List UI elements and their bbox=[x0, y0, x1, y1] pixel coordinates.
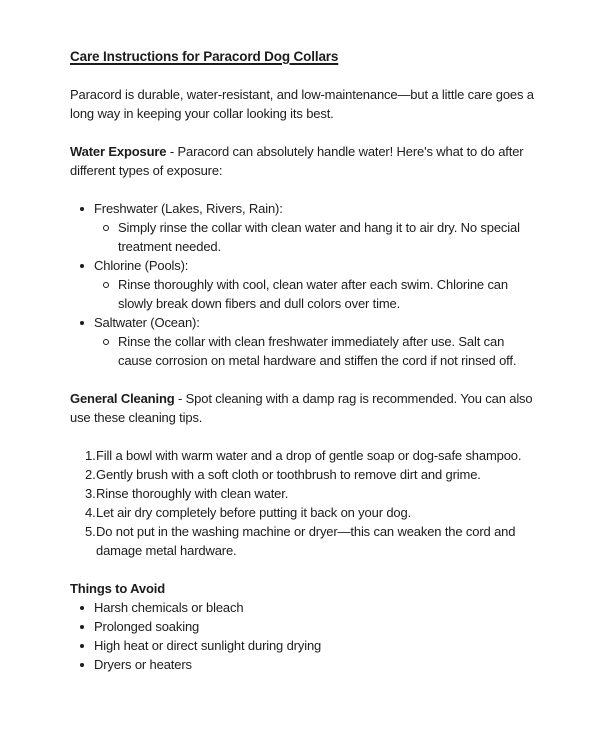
things-to-avoid-section bbox=[70, 579, 536, 674]
step-item bbox=[70, 465, 536, 484]
sub-list-item bbox=[94, 332, 536, 370]
list-item-label: Chlorine (Pools): bbox=[94, 258, 189, 273]
list-item-text: Harsh chemicals or bleach bbox=[94, 600, 244, 615]
step-item bbox=[70, 522, 536, 560]
step-number: 4. bbox=[85, 505, 96, 520]
document-title: Care Instructions for Paracord Dog Collars bbox=[70, 49, 339, 64]
things-to-avoid-list bbox=[70, 598, 536, 674]
sub-list-item bbox=[94, 275, 536, 313]
step-text: Let air dry completely before putting it back on your dog. bbox=[96, 505, 412, 520]
step-text: Do not put in the washing machine or dryer—this can weaken the cord and damage metal hardware. bbox=[96, 524, 516, 558]
cleaning-steps-list bbox=[70, 446, 536, 560]
step-item bbox=[70, 503, 536, 522]
list-item-text: Prolonged soaking bbox=[94, 619, 200, 634]
water-exposure-paragraph bbox=[70, 142, 536, 180]
general-cleaning-paragraph bbox=[70, 389, 536, 427]
sub-list-item-text: Simply rinse the collar with clean water and hang it to air dry. No special treatment needed. bbox=[118, 220, 520, 254]
list-item-text: High heat or direct sunlight during drying bbox=[94, 638, 322, 653]
step-number: 3. bbox=[85, 486, 96, 501]
water-exposure-list bbox=[70, 199, 536, 370]
step-item bbox=[70, 484, 536, 503]
list-item bbox=[70, 598, 536, 617]
list-item-label: Freshwater (Lakes, Rivers, Rain): bbox=[94, 201, 283, 216]
sub-list bbox=[94, 218, 536, 256]
list-item-label: Saltwater (Ocean): bbox=[94, 315, 200, 330]
water-exposure-label: Water Exposure bbox=[70, 144, 167, 159]
step-number: 2. bbox=[85, 467, 96, 482]
sub-list-item-text: Rinse thoroughly with cool, clean water after each swim. Chlorine can slowly break down fibers and dull colors over time. bbox=[118, 277, 508, 311]
step-text: Gently brush with a soft cloth or toothbrush to remove dirt and grime. bbox=[96, 467, 481, 482]
water-exposure-text: - Paracord can absolutely handle water! Here's what to do after different types of exposure: bbox=[70, 144, 524, 178]
list-item-text: Dryers or heaters bbox=[94, 657, 192, 672]
step-text: Fill a bowl with warm water and a drop of gentle soap or dog-safe shampoo. bbox=[96, 448, 522, 463]
step-text: Rinse thoroughly with clean water. bbox=[96, 486, 289, 501]
list-item bbox=[70, 313, 536, 370]
sub-list-item-text: Rinse the collar with clean freshwater immediately after use. Salt can cause corrosion on metal hardware and stiffen the cord if not rinsed off. bbox=[118, 334, 517, 368]
list-item bbox=[70, 256, 536, 313]
list-item bbox=[70, 199, 536, 256]
things-to-avoid-heading: Things to Avoid bbox=[70, 581, 165, 596]
list-item bbox=[70, 636, 536, 655]
list-item bbox=[70, 617, 536, 636]
step-number: 5. bbox=[85, 524, 96, 539]
sub-list bbox=[94, 332, 536, 370]
general-cleaning-label: General Cleaning bbox=[70, 391, 175, 406]
general-cleaning-text: - Spot cleaning with a damp rag is recommended. You can also use these cleaning tips. bbox=[70, 391, 533, 425]
step-number: 1. bbox=[85, 448, 96, 463]
sub-list bbox=[94, 275, 536, 313]
sub-list-item bbox=[94, 218, 536, 256]
list-item bbox=[70, 655, 536, 674]
intro-paragraph: Paracord is durable, water-resistant, and low-maintenance—but a little care goes a long way in keeping your collar looking its best. bbox=[70, 87, 534, 121]
step-item bbox=[70, 446, 536, 465]
